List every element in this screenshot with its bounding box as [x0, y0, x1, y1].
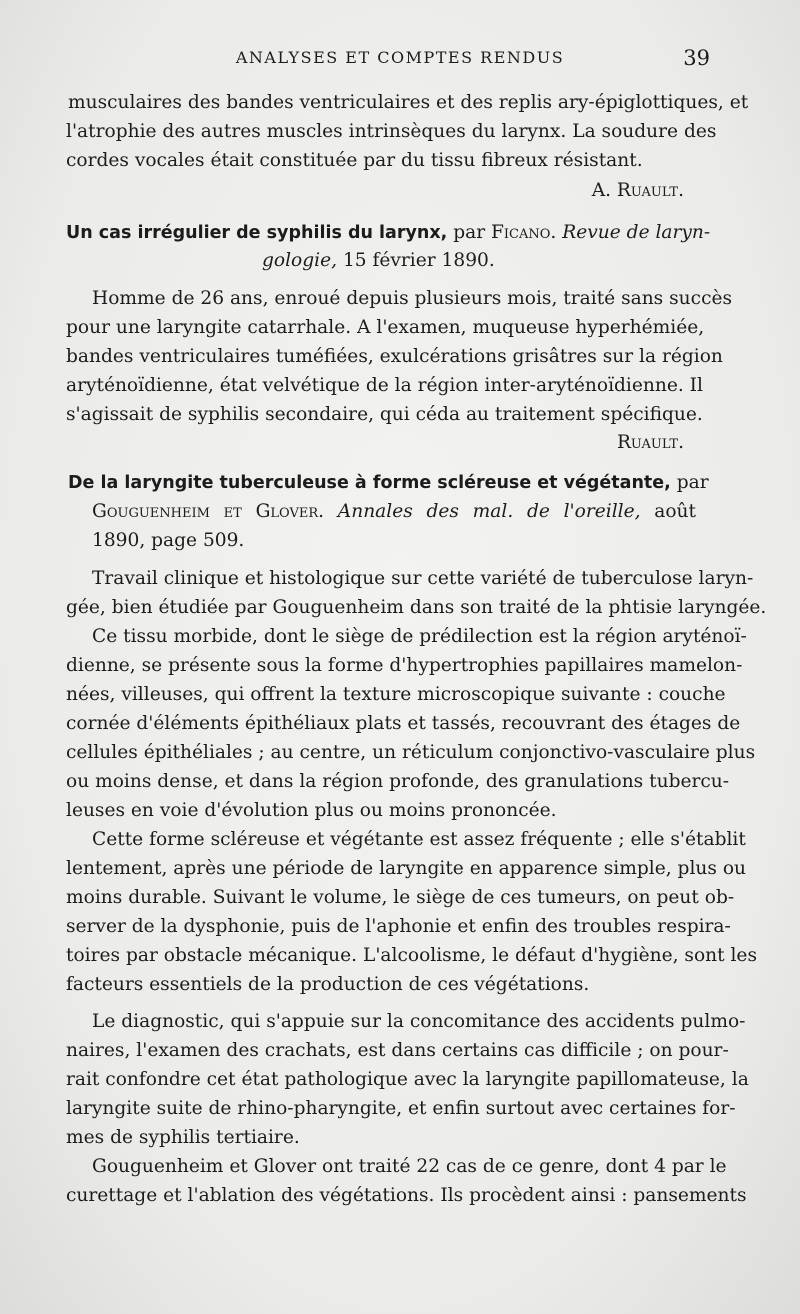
article-date: 15 février 1890.: [342, 250, 495, 271]
signature: A. Ruault.: [591, 180, 684, 201]
article-author: Ficano.: [491, 222, 557, 243]
paragraph-line: leuses en voie d'évolution plus ou moins prononcée.: [66, 800, 557, 821]
paragraph-line: nées, villeuses, qui offrent la texture microscopique suivante : couche: [66, 684, 726, 705]
paragraph-line: cellules épithéliales ; au centre, un réticulum conjonctivo-vasculaire plus: [66, 742, 756, 763]
paragraph-line: lentement, après une période de laryngite en apparence simple, plus ou: [66, 858, 747, 879]
paragraph-line: Travail clinique et histologique sur cette variété de tuberculose laryn-: [92, 568, 754, 589]
paragraph-line: naires, l'examen des crachats, est dans certains cas difficile ; on pour-: [66, 1040, 729, 1061]
journal-name: Revue de laryn-: [562, 222, 711, 243]
article-heading-cont: [262, 246, 662, 275]
signature: Ruault.: [616, 432, 684, 453]
paragraph-line: rait confondre cet état pathologique avec la laryngite papillomateuse, la: [66, 1069, 749, 1090]
par-word: par: [676, 472, 709, 493]
article-title: Un cas irrégulier de syphilis du larynx,: [66, 223, 448, 243]
paragraph-line: musculaires des bandes ventriculaires et des replis ary-épiglottiques, et: [68, 92, 749, 113]
article-heading: [68, 468, 709, 498]
paragraph-line: curettage et l'ablation des végétations. Ils procèdent ainsi : pansements: [66, 1185, 747, 1206]
paragraph-line: toires par obstacle mécanique. L'alcoolisme, le défaut d'hygiène, sont les: [66, 945, 757, 966]
paragraph-line: Homme de 26 ans, enroué depuis plusieurs mois, traité sans succès: [92, 288, 733, 309]
paragraph-line: laryngite suite de rhino-pharyngite, et enfin surtout avec certaines for-: [66, 1098, 736, 1119]
paragraph-line: pour une laryngite catarrhale. A l'examen, muqueuse hyperhémiée,: [66, 317, 705, 338]
paragraph-line: moins durable. Suivant le volume, le siège de ces tumeurs, on peut ob-: [66, 887, 735, 908]
paragraph-line: Gouguenheim et Glover ont traité 22 cas de ce genre, dont 4 par le: [92, 1156, 727, 1177]
paragraph-line: l'atrophie des autres muscles intrinsèques du larynx. La soudure des: [66, 121, 717, 142]
article-heading-cont: [92, 497, 696, 526]
paragraph-line: s'agissait de syphilis secondaire, qui céda au traitement spécifique.: [66, 404, 703, 425]
paragraph-line: Le diagnostic, qui s'appuie sur la concomitance des accidents pulmo-: [92, 1011, 746, 1032]
article-heading: [66, 218, 711, 248]
running-title: ANALYSES ET COMPTES RENDUS: [235, 48, 565, 67]
article-date-cont: 1890, page 509.: [92, 530, 245, 551]
paragraph-line: dienne, se présente sous la forme d'hypertrophies papillaires mamelon-: [66, 655, 743, 676]
paragraph-line: mes de syphilis tertiaire.: [66, 1127, 300, 1148]
paragraph-line: bandes ventriculaires tuméfiées, exulcérations grisâtres sur la région: [66, 346, 723, 367]
paragraph-line: Cette forme scléreuse et végétante est assez fréquente ; elle s'établit: [92, 829, 746, 850]
paragraph-line: facteurs essentiels de la production de ces végétations.: [66, 974, 590, 995]
article-date: août: [654, 501, 696, 522]
paragraph-line: cornée d'éléments épithéliaux plats et tassés, recouvrant des étages de: [66, 713, 741, 734]
journal-name: Annales des mal. de l'oreille,: [337, 501, 641, 522]
par-word: par: [453, 222, 486, 243]
paragraph-line: cordes vocales était constituée par du tissu fibreux résistant.: [66, 150, 643, 171]
paragraph-line: ou moins dense, et dans la région profonde, des granulations tubercu-: [66, 771, 730, 792]
page-number: 39: [683, 46, 710, 70]
paragraph-line: server de la dysphonie, puis de l'aphonie et enfin des troubles respira-: [66, 916, 731, 937]
paragraph-line: aryténoïdienne, état velvétique de la région inter-aryténoïdienne. Il: [66, 375, 703, 396]
paragraph-line: gée, bien étudiée par Gouguenheim dans son traité de la phtisie laryngée.: [66, 597, 767, 618]
paragraph-line: Ce tissu morbide, dont le siège de prédilection est la région aryténoï-: [92, 626, 747, 647]
journal-name-cont: gologie,: [262, 250, 338, 271]
article-title: De la laryngite tuberculeuse à forme scléreuse et végétante,: [68, 473, 671, 493]
page-header: [0, 46, 800, 76]
article-authors: Gouguenheim et Glover.: [92, 501, 325, 522]
